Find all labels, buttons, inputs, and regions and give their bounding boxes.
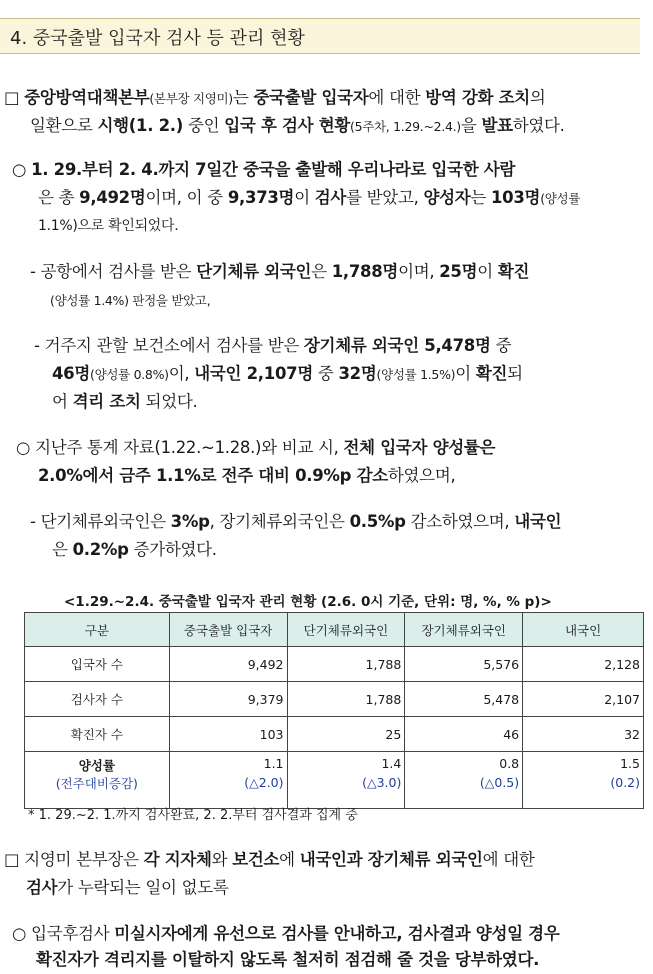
table-header-cell: 구분 [25, 613, 170, 647]
table-row [25, 682, 644, 717]
table-row-positive-rate [25, 752, 644, 809]
table-row [25, 717, 644, 752]
paragraph-request: ○ 입국후검사 미실시자에게 유선으로 검사를 안내하고, 검사결과 양성일 경우 [12, 924, 560, 943]
table-cell: 25 [287, 717, 405, 752]
row-label: 입국자 수 [25, 647, 170, 682]
table-footnote: * 1. 29.~2. 1.까지 검사완료, 2. 2.부터 검사결과 집계 중 [28, 808, 358, 823]
circle-bullet-icon: ○ [12, 924, 27, 943]
paragraph-announcement: □ 중앙방역대책본부(본부장 지영미)는 중국출발 입국자에 대한 방역 강화 조치의 [4, 88, 546, 107]
paragraph-announcement-line2: 일환으로 시행(1. 2.) 중인 입국 후 검사 현황(5주차, 1.29.~2.4.)을 발표하였다. [30, 116, 565, 135]
table-header-cell: 내국인 [523, 613, 644, 647]
square-bullet-icon: □ [4, 88, 20, 107]
table-header-cell: 단기체류외국인 [287, 613, 405, 647]
table-cell: 103 [169, 717, 287, 752]
paragraph-long-term-line3: 어 격리 조치 되었다. [52, 392, 198, 411]
paragraph-weekly-summary-line3: 1.1%)으로 확인되었다. [38, 218, 179, 234]
table-cell: 32 [523, 717, 644, 752]
table-header-row [25, 613, 644, 647]
table-cell: 1,788 [287, 647, 405, 682]
table-cell: 9,492 [169, 647, 287, 682]
paragraph-rate-change-line2: 은 0.2%p 증가하였다. [52, 540, 217, 559]
table-cell: 5,478 [405, 682, 523, 717]
section-title: 4. 중국출발 입국자 검사 등 관리 현황 [10, 28, 305, 49]
table-cell: 9,379 [169, 682, 287, 717]
table-cell: 2,128 [523, 647, 644, 682]
paragraph-rate-change: - 단기체류외국인은 3%p, 장기체류외국인은 0.5%p 감소하였으며, 내국인 [30, 512, 562, 531]
paragraph-short-term-line2: (양성률 1.4%) 판정을 받았고, [50, 293, 211, 308]
dash-bullet: - [34, 336, 40, 355]
table-row [25, 647, 644, 682]
paragraph-comparison: ○ 지난주 통계 자료(1.22.~1.28.)와 비교 시, 전체 입국자 양성률은 [16, 438, 496, 457]
row-label: 검사자 수 [25, 682, 170, 717]
table-cell: 5,576 [405, 647, 523, 682]
table-cell: 1,788 [287, 682, 405, 717]
paragraph-short-term: - 공항에서 검사를 받은 단기체류 외국인은 1,788명이며, 25명이 확진 [30, 262, 530, 281]
paragraph-weekly-summary-line2: 은 총 9,492명이며, 이 중 9,373명이 검사를 받았고, 양성자는 103명(양성률 [38, 188, 581, 207]
circle-bullet-icon: ○ [16, 438, 31, 457]
table-cell: 2,107 [523, 682, 644, 717]
rate-cell: 0.8 (△0.5) [405, 752, 523, 809]
paragraph-director-instruction: □ 지영미 본부장은 각 지자체와 보건소에 내국인과 장기체류 외국인에 대한 [4, 850, 535, 869]
paragraph-comparison-line2: 2.0%에서 금주 1.1%로 전주 대비 0.9%p 감소하였으며, [38, 466, 456, 485]
paragraph-director-instruction-line2: 검사가 누락되는 일이 없도록 [26, 878, 229, 897]
status-table [24, 612, 644, 809]
circle-bullet-icon: ○ [12, 160, 27, 179]
table-header-cell: 장기체류외국인 [405, 613, 523, 647]
table-caption: <1.29.~2.4. 중국출발 입국자 관리 현황 (2.6. 0시 기준, 단위: 명, %, % p)> [64, 594, 552, 610]
row-label: 확진자 수 [25, 717, 170, 752]
dash-bullet: - [30, 512, 36, 531]
table-header-cell: 중국출발 입국자 [169, 613, 287, 647]
row-label-positive-rate: 양성률 (전주대비증감) [25, 752, 170, 809]
paragraph-long-term: - 거주지 관할 보건소에서 검사를 받은 장기체류 외국인 5,478명 중 [34, 336, 512, 355]
rate-cell: 1.4 (△3.0) [287, 752, 405, 809]
paragraph-weekly-summary: ○ 1. 29.부터 2. 4.까지 7일간 중국을 출발해 우리나라로 입국한 사람 [12, 160, 516, 179]
dash-bullet: - [30, 262, 36, 281]
table-cell: 46 [405, 717, 523, 752]
rate-cell: 1.1 (△2.0) [169, 752, 287, 809]
paragraph-request-line2: 확진자가 격리지를 이탈하지 않도록 철저히 점검해 줄 것을 당부하였다. [36, 950, 540, 969]
square-bullet-icon: □ [4, 850, 20, 869]
rate-cell: 1.5 (0.2) [523, 752, 644, 809]
paragraph-long-term-line2: 46명(양성률 0.8%)이, 내국인 2,107명 중 32명(양성률 1.5%)이 확진되 [52, 364, 523, 383]
